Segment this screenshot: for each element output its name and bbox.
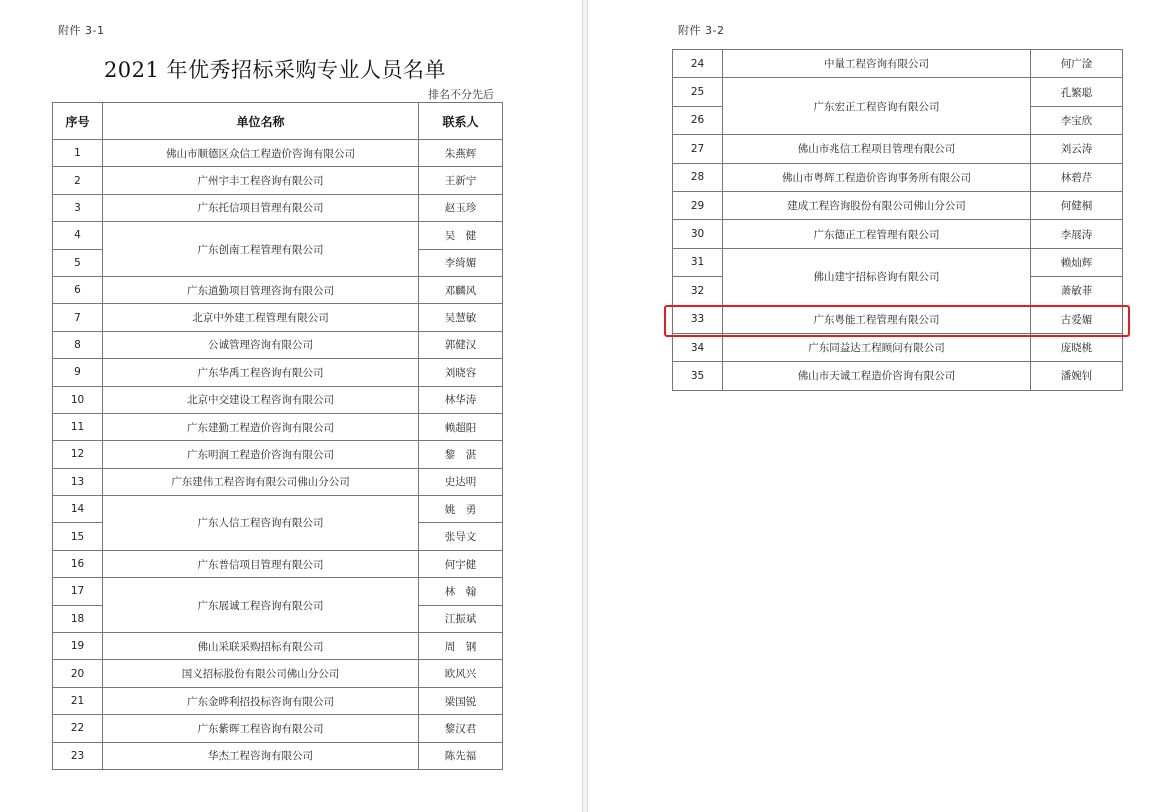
cell-contact: 潘婉钊 [1031, 362, 1123, 390]
table-row [53, 550, 503, 577]
table-row [673, 248, 1123, 276]
attachment-label: 附件 3-2 [678, 24, 725, 37]
cell-contact: 萧敏菲 [1031, 277, 1123, 305]
document-page-right [588, 0, 1170, 812]
cell-contact: 史达明 [419, 468, 503, 495]
cell-unit: 广东德正工程管理有限公司 [723, 220, 1031, 248]
cell-contact: 古爱媚 [1031, 305, 1123, 333]
cell-contact: 刘晓容 [419, 359, 503, 386]
cell-seq: 18 [53, 605, 103, 632]
cell-unit: 广东建勤工程造价咨询有限公司 [103, 413, 419, 440]
cell-seq: 17 [53, 578, 103, 605]
cell-unit: 广州宇丰工程咨询有限公司 [103, 167, 419, 194]
cell-contact: 李绮媚 [419, 249, 503, 276]
table-row [53, 140, 503, 167]
cell-seq: 27 [673, 135, 723, 163]
cell-seq: 16 [53, 550, 103, 577]
cell-seq: 15 [53, 523, 103, 550]
cell-contact: 林 翰 [419, 578, 503, 605]
cell-unit: 广东金晔利招投标咨询有限公司 [103, 687, 419, 714]
personnel-table-part-1 [52, 102, 503, 770]
cell-seq: 35 [673, 362, 723, 390]
cell-unit: 佛山市顺德区众信工程造价咨询有限公司 [103, 140, 419, 167]
cell-contact: 郭健汉 [419, 331, 503, 358]
cell-unit: 广东明润工程造价咨询有限公司 [103, 441, 419, 468]
cell-contact: 欧风兴 [419, 660, 503, 687]
cell-contact: 赖灿辉 [1031, 248, 1123, 276]
cell-contact: 姚 勇 [419, 496, 503, 523]
cell-contact: 梁国锐 [419, 687, 503, 714]
cell-seq: 2 [53, 167, 103, 194]
table-row [53, 687, 503, 714]
table-row [673, 163, 1123, 191]
header-unit: 单位名称 [103, 103, 419, 140]
cell-contact: 何健桐 [1031, 191, 1123, 219]
cell-contact: 邓麟风 [419, 276, 503, 303]
cell-contact: 李宝欣 [1031, 106, 1123, 134]
cell-unit: 广东华禹工程咨询有限公司 [103, 359, 419, 386]
table-row [53, 304, 503, 331]
cell-contact: 陈先福 [419, 742, 503, 769]
cell-unit: 广东普信项目管理有限公司 [103, 550, 419, 577]
cell-seq: 14 [53, 496, 103, 523]
cell-contact: 黎汉君 [419, 715, 503, 742]
cell-seq: 31 [673, 248, 723, 276]
table-row [53, 386, 503, 413]
cell-unit: 佛山采联采购招标有限公司 [103, 633, 419, 660]
attachment-label: 附件 3-1 [58, 24, 105, 37]
cell-contact: 李展涛 [1031, 220, 1123, 248]
cell-unit: 华杰工程咨询有限公司 [103, 742, 419, 769]
cell-seq: 19 [53, 633, 103, 660]
table-row [53, 633, 503, 660]
cell-seq: 28 [673, 163, 723, 191]
cell-unit: 佛山市兆信工程项目管理有限公司 [723, 135, 1031, 163]
cell-seq: 34 [673, 333, 723, 361]
cell-seq: 7 [53, 304, 103, 331]
document-title: 2021 年优秀招标采购专业人员名单 [103, 58, 447, 82]
table-row [53, 441, 503, 468]
cell-contact: 张导文 [419, 523, 503, 550]
highlighted-table-row [673, 305, 1123, 333]
cell-seq: 33 [673, 305, 723, 333]
cell-contact: 林华涛 [419, 386, 503, 413]
cell-unit: 公诚管理咨询有限公司 [103, 331, 419, 358]
cell-unit: 国义招标股份有限公司佛山分公司 [103, 660, 419, 687]
cell-contact: 赖超阳 [419, 413, 503, 440]
cell-unit: 中量工程咨询有限公司 [723, 50, 1031, 78]
cell-unit: 广东宏正工程咨询有限公司 [723, 78, 1031, 135]
cell-seq: 26 [673, 106, 723, 134]
cell-unit: 广东建伟工程咨询有限公司佛山分公司 [103, 468, 419, 495]
table-row [53, 468, 503, 495]
cell-seq: 13 [53, 468, 103, 495]
cell-seq: 32 [673, 277, 723, 305]
cell-seq: 25 [673, 78, 723, 106]
table-row [673, 362, 1123, 390]
header-seq: 序号 [53, 103, 103, 140]
table-row [53, 742, 503, 769]
table-row [53, 359, 503, 386]
cell-contact: 何广淦 [1031, 50, 1123, 78]
table-row [673, 220, 1123, 248]
cell-seq: 20 [53, 660, 103, 687]
cell-contact: 庞晓桃 [1031, 333, 1123, 361]
table-row [53, 167, 503, 194]
cell-unit: 佛山建宇招标咨询有限公司 [723, 248, 1031, 305]
cell-unit: 广东粤能工程管理有限公司 [723, 305, 1031, 333]
header-contact: 联系人 [419, 103, 503, 140]
cell-seq: 8 [53, 331, 103, 358]
table-row [673, 135, 1123, 163]
table-row [673, 191, 1123, 219]
cell-seq: 24 [673, 50, 723, 78]
table-row [53, 715, 503, 742]
cell-unit: 广东同益达工程顾问有限公司 [723, 333, 1031, 361]
cell-unit: 北京中外建工程管理有限公司 [103, 304, 419, 331]
table-row [53, 578, 503, 605]
table-row [53, 331, 503, 358]
cell-unit: 建成工程咨询股份有限公司佛山分公司 [723, 191, 1031, 219]
cell-contact: 林碧芹 [1031, 163, 1123, 191]
cell-seq: 21 [53, 687, 103, 714]
cell-contact: 何宇健 [419, 550, 503, 577]
cell-contact: 吴慧敏 [419, 304, 503, 331]
cell-seq: 3 [53, 194, 103, 221]
cell-contact: 刘云涛 [1031, 135, 1123, 163]
cell-seq: 1 [53, 140, 103, 167]
cell-seq: 23 [53, 742, 103, 769]
cell-seq: 6 [53, 276, 103, 303]
cell-contact: 王新宁 [419, 167, 503, 194]
cell-seq: 22 [53, 715, 103, 742]
cell-unit: 广东展诚工程咨询有限公司 [103, 578, 419, 633]
cell-unit: 广东道勤项目管理咨询有限公司 [103, 276, 419, 303]
cell-seq: 29 [673, 191, 723, 219]
table-row [673, 78, 1123, 106]
cell-seq: 10 [53, 386, 103, 413]
cell-unit: 广东创南工程管理有限公司 [103, 222, 419, 277]
cell-unit: 广东紫晖工程咨询有限公司 [103, 715, 419, 742]
cell-seq: 11 [53, 413, 103, 440]
table-header-row [53, 103, 503, 140]
table-row [53, 222, 503, 249]
cell-contact: 江振斌 [419, 605, 503, 632]
table-row [673, 333, 1123, 361]
table-row [53, 413, 503, 440]
cell-unit: 佛山市天诚工程造价咨询有限公司 [723, 362, 1031, 390]
table-row [53, 194, 503, 221]
cell-unit: 广东人信工程咨询有限公司 [103, 496, 419, 551]
ranking-note: 排名不分先后 [428, 88, 494, 101]
personnel-table-part-2 [672, 49, 1123, 391]
document-page-left [0, 0, 582, 812]
cell-unit: 佛山市粤辉工程造价咨询事务所有限公司 [723, 163, 1031, 191]
table-row [673, 50, 1123, 78]
cell-seq: 12 [53, 441, 103, 468]
cell-seq: 30 [673, 220, 723, 248]
cell-contact: 赵玉珍 [419, 194, 503, 221]
cell-unit: 广东托信项目管理有限公司 [103, 194, 419, 221]
cell-contact: 黎 湛 [419, 441, 503, 468]
table-row [53, 276, 503, 303]
cell-unit: 北京中交建设工程咨询有限公司 [103, 386, 419, 413]
cell-contact: 周 钢 [419, 633, 503, 660]
cell-seq: 4 [53, 222, 103, 249]
cell-seq: 9 [53, 359, 103, 386]
cell-contact: 吴 健 [419, 222, 503, 249]
table-row [53, 660, 503, 687]
table-row [53, 496, 503, 523]
cell-seq: 5 [53, 249, 103, 276]
cell-contact: 朱燕辉 [419, 140, 503, 167]
cell-contact: 孔繁聪 [1031, 78, 1123, 106]
